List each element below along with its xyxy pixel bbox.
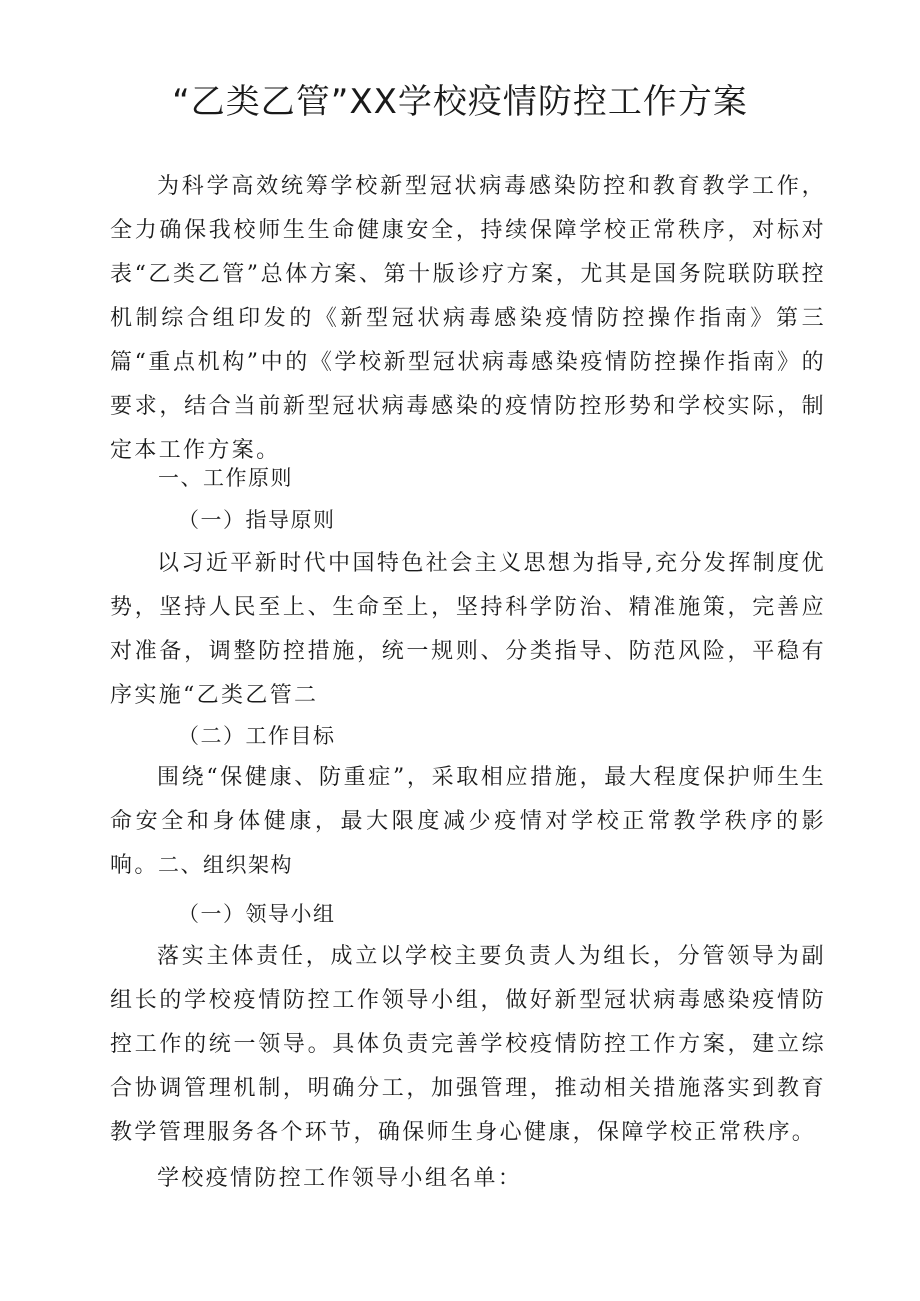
work-goal-paragraph: 围绕“保健康、防重症”，采取相应措施，最大程度保护师生生命安全和身体健康，最大限度减少疫情对学校正常教学秩序的影响。 [110, 765, 826, 878]
document-title: “乙类乙管”XX学校疫情防控工作方案 [172, 82, 748, 122]
subsection-heading-guiding-principle: （一）指导原则 [178, 508, 336, 532]
section-heading-organization: 二、组织架构 [158, 853, 293, 877]
leading-group-paragraph: 落实主体责任，成立以学校主要负责人为组长，分管领导为副组长的学校疫情防控工作领导小组，做好新型冠状病毒感染疫情防控工作的统一领导。具体负责完善学校疫情防控工作方案，建立综合协调管理机制，明确分工，加强管理，推动相关措施落实到教育教学管理服务各个环节，确保师生身心健康，保障学校正常秩序。 [110, 944, 826, 1145]
subsection-heading-leading-group: （一）领导小组 [178, 902, 336, 926]
subsection-heading-work-goal: （二）工作目标 [178, 724, 336, 748]
intro-paragraph: 为科学高效统筹学校新型冠状病毒感染防控和教育教学工作，全力确保我校师生生命健康安全，持续保障学校正常秩序，对标对表“乙类乙管”总体方案、第十版诊疗方案，尤其是国务院联防联控机制综合组印发的《新型冠状病毒感染疫情防控操作指南》第三篇“重点机构”中的《学校新型冠状病毒感染疫情防控操作指南》的要求，结合当前新型冠状病毒感染的疫情防控形势和学校实际，制定本工作方案。 [110, 174, 826, 463]
section-heading-principles: 一、工作原则 [158, 466, 293, 490]
leading-group-list-intro: 学校疫情防控工作领导小组名单： [157, 1166, 523, 1191]
guiding-principle-paragraph: 以习近平新时代中国特色社会主义思想为指导,充分发挥制度优势，坚持人民至上、生命至上，坚持科学防治、精准施策，完善应对准备，调整防控措施，统一规则、分类指导、防范风险，平稳有序实施“乙类乙管二 [110, 551, 826, 708]
